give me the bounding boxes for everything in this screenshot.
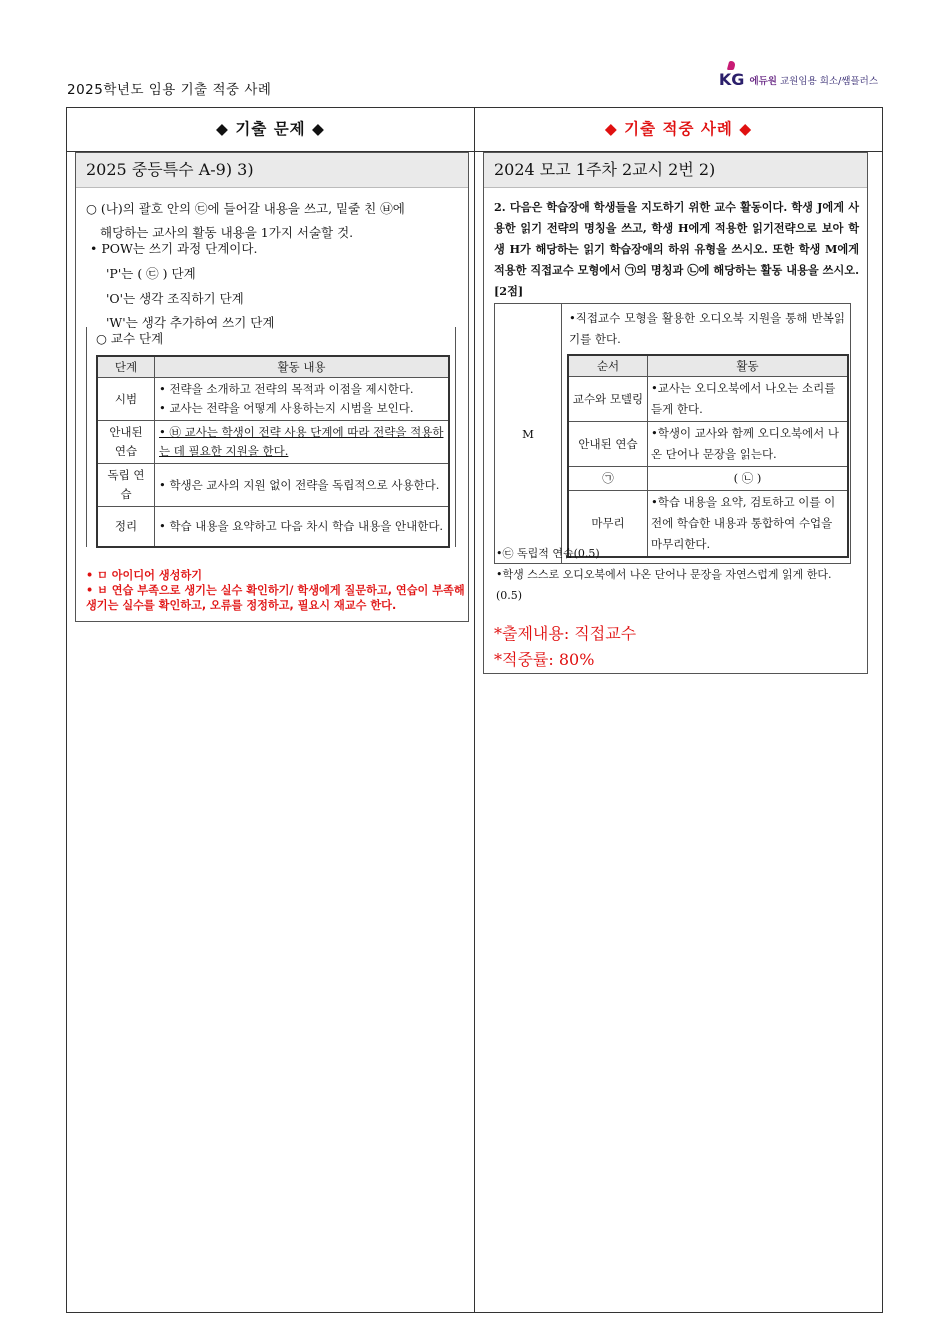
p-step-line: 'P'는 ( ㉢ ) 단계 [106, 266, 196, 281]
table-row [97, 507, 449, 547]
stage-cell: ㉠ [568, 467, 648, 491]
exam-question-box [75, 152, 469, 622]
activity-cell [155, 421, 450, 464]
table-row [568, 422, 848, 467]
hit-case-box [483, 152, 868, 674]
stage-cell: 정리 [97, 507, 155, 547]
stage-cell: 마무리 [568, 491, 648, 558]
stage-cell: 안내된 연습 [97, 421, 155, 464]
student-label: M [495, 304, 562, 564]
answer-1: • ㅁ 아이디어 생성하기 [86, 569, 203, 582]
answer-notes [86, 568, 466, 613]
stage-cell: 안내된 연습 [568, 422, 648, 467]
mock-question-text: 2. 다음은 학습장애 학생들을 지도하기 위한 교수 활동이다. 학생 J에게 사용한 읽기 전략의 명칭을 쓰고, 학생 H에게 적용한 읽기전략으로 보아 학생 H가 해당하는 읽기 학습장애의 하위 유형을 쓰시오. 또한 학생 M에게 적용한 직접교수 모형에서 ㉠의 명칭과 ㉡에 해당하는 활동 내용을 쓰시오. [2점] [494, 200, 859, 298]
question-line-1: ○ (나)의 괄호 안의 ㉢에 들어갈 내용을 쓰고, 밑줄 친 ㉥에 [86, 201, 405, 216]
underlined-activity: • ㉥ 교사는 학생이 전략 사용 단계에 따라 전략을 적용하는 데 필요한 지원을 한다. [159, 425, 444, 458]
mock-answer-1: •㉢ 독립적 연습(0.5) [496, 547, 600, 560]
table-header-activity: 활동 내용 [155, 356, 450, 378]
left-column-header: ◆ 기출 문제 ◆ [216, 120, 325, 138]
o-step-line: 'O'는 생각 조직하기 단계 [106, 291, 244, 306]
activity-cell: •교사는 오디오북에서 나오는 소리를 듣게 한다. [648, 377, 849, 422]
activity-cell [155, 378, 450, 421]
table-header-stage: 단계 [97, 356, 155, 378]
topic-label: *출제내용: 직접교수 [494, 624, 637, 643]
direct-instruction-cell [562, 304, 851, 564]
activity-cell: •학생이 교사와 함께 오디오북에서 나온 단어나 문장을 읽는다. [648, 422, 849, 467]
comparison-frame [66, 107, 883, 1313]
mock-answers [496, 543, 856, 606]
document-title: 2025학년도 임용 기출 적중 사례 [67, 82, 272, 98]
answer-2: • ㅂ 연습 부족으로 생기는 실수 확인하기/ 학생에게 질문하고, 연습이 부족해 생기는 실수를 확인하고, 오류를 정정하고, 필요시 재교수 한다. [86, 584, 465, 612]
table-row [568, 467, 848, 491]
pow-description: • POW는 쓰기 과정 단계이다. [90, 241, 258, 256]
teaching-steps-label: ○ 교수 단계 [96, 331, 164, 346]
activity-cell: •학습 내용을 요약, 검토하고 이를 이전에 학습한 내용과 통합하여 수업을 마무리한다. [648, 491, 849, 558]
hit-rate-label: *적중률: 80% [494, 650, 595, 669]
brand-text: 에듀원 교원임용 희소/쌤플러스 [749, 76, 878, 87]
teaching-steps-table [96, 355, 450, 548]
table-row [97, 464, 449, 507]
student-m-table [494, 303, 851, 564]
direct-instruction-table [567, 354, 849, 558]
w-step-line: 'W'는 생각 추가하여 쓰기 단계 [106, 315, 275, 330]
hit-summary [494, 621, 636, 673]
activity-cell: • 학생은 교사의 지원 없이 전략을 독립적으로 사용한다. [155, 464, 450, 507]
stage-cell: 시범 [97, 378, 155, 421]
brand-logo [719, 70, 878, 89]
inner-header-activity: 활동 [648, 355, 849, 377]
activity-cell: • 학습 내용을 요약하고 다음 차시 학습 내용을 안내한다. [155, 507, 450, 547]
mock-exam-source-title: 2024 모고 1주차 2교시 2번 2) [484, 153, 867, 188]
right-column-header: ◆ 기출 적중 사례 ◆ [604, 120, 753, 138]
table-row [97, 378, 449, 421]
table-row [97, 421, 449, 464]
question-line-2: 해당하는 교사의 활동 내용을 1가지 서술할 것. [100, 225, 354, 240]
inner-header-order: 순서 [568, 355, 648, 377]
stage-cell: 독립 연습 [97, 464, 155, 507]
exam-source-title: 2025 중등특수 A-9) 3) [76, 153, 468, 188]
table-row [568, 377, 848, 422]
direct-instruction-intro: •직접교수 모형을 활용한 오디오북 지원을 통해 반복읽기를 한다. [569, 311, 845, 346]
stage-cell: 교수와 모델링 [568, 377, 648, 422]
column-divider [474, 108, 475, 1312]
kg-logo-icon: KG [719, 70, 745, 89]
activity-cell: ( ㉡ ) [648, 467, 849, 491]
mock-answer-2: •학생 스스로 오디오북에서 나온 단어나 문장을 자연스럽게 읽게 한다.(0.5) [496, 568, 832, 602]
activity-line: • 전략을 소개하고 전략의 목적과 이점을 제시한다. [159, 382, 414, 396]
activity-line: • 교사는 전략을 어떻게 사용하는지 시범을 보인다. [159, 401, 414, 415]
